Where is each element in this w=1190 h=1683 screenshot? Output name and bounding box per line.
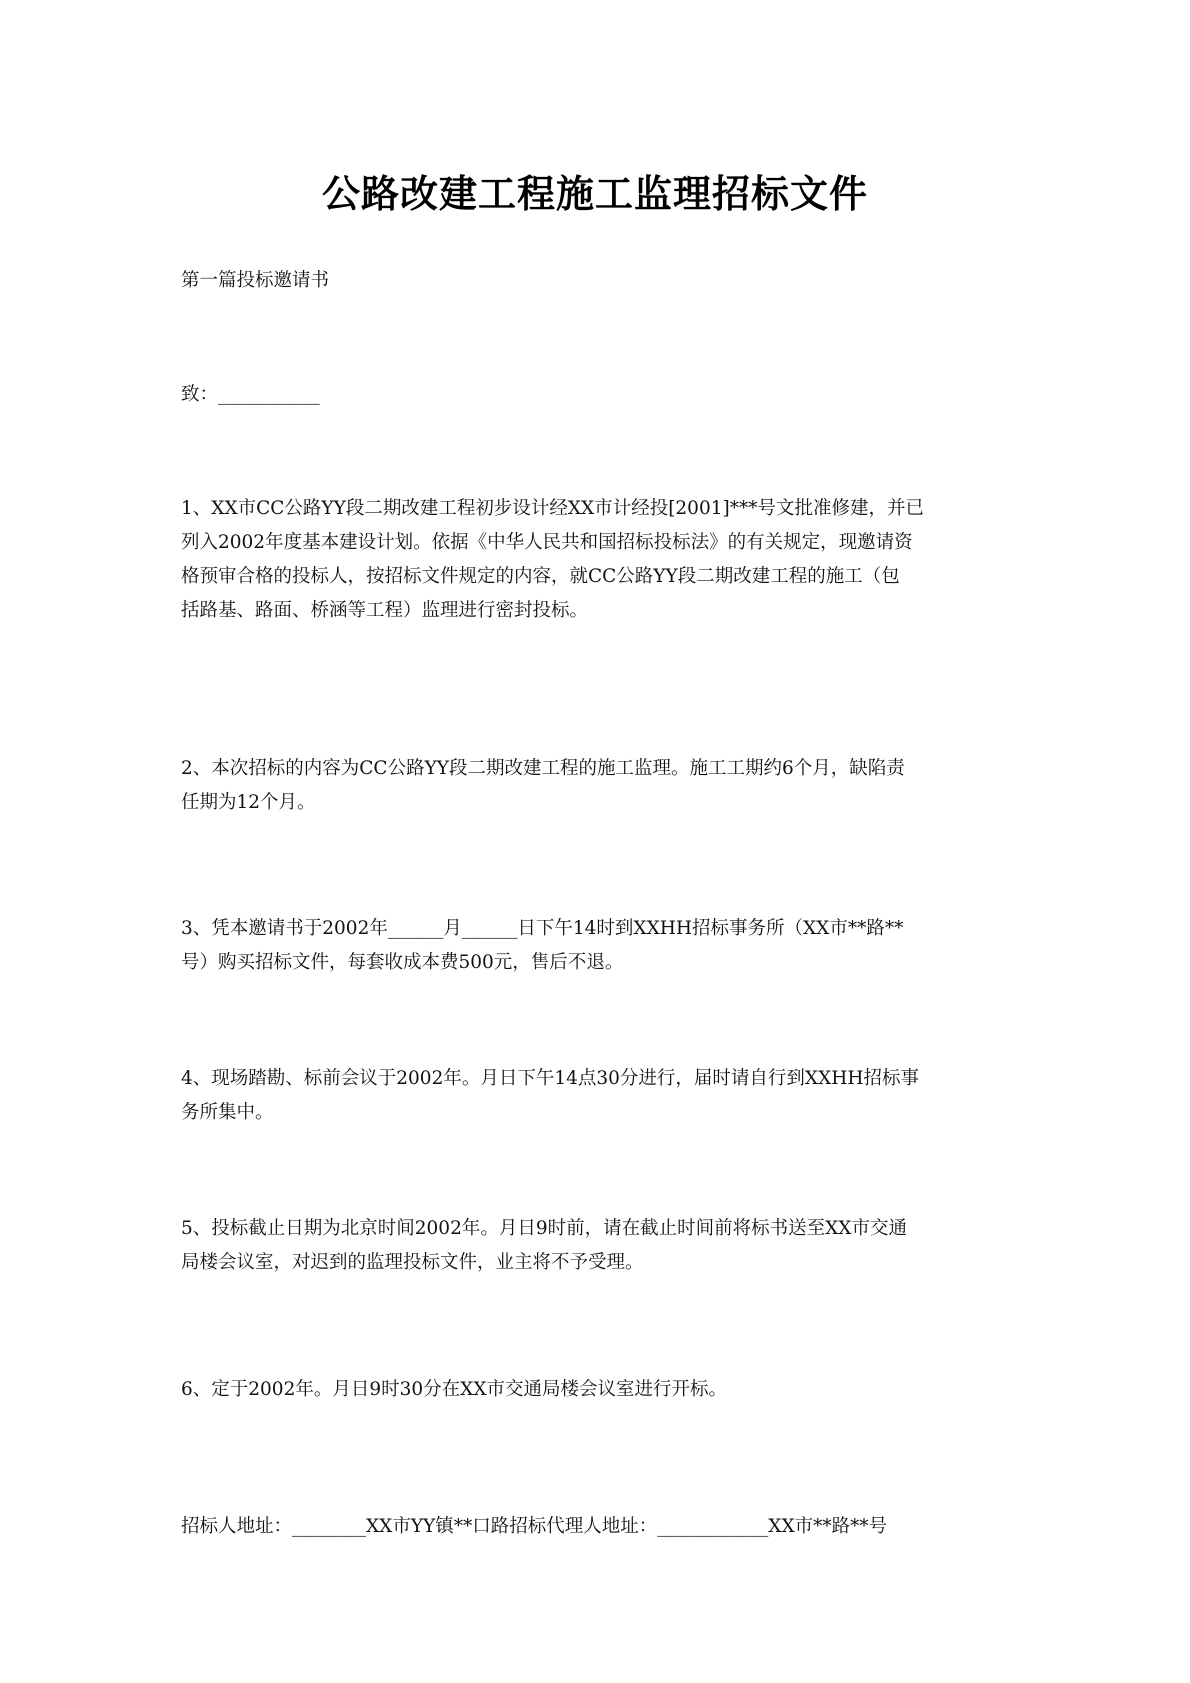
section-heading: 第一篇投标邀请书 (181, 270, 330, 291)
paragraph-line: 5、投标截止日期为北京时间2002年。月日9时前，请在截止时间前将标书送至XX市交通 (181, 1218, 907, 1239)
paragraph-line: 3、凭本邀请书于2002年______月______日下午14时到XXHH招标事务所（XX市**路** (181, 918, 904, 939)
paragraph-line: 4、现场踏勘、标前会议于2002年。月日下午14点30分进行，届时请自行到XXHH招标事 (181, 1068, 920, 1089)
paragraph-4 (181, 1062, 1021, 1130)
salutation: 致：___________ (181, 384, 320, 405)
paragraph-2 (181, 752, 1021, 820)
paragraph-line: 2、本次招标的内容为CC公路YY段二期改建工程的施工监理。施工工期约6个月，缺陷责 (181, 758, 905, 779)
paragraph-line: 务所集中。 (181, 1102, 274, 1123)
paragraph-5 (181, 1212, 1021, 1280)
paragraph-line: 局楼会议室，对迟到的监理投标文件，业主将不予受理。 (181, 1252, 644, 1273)
paragraph-3 (181, 912, 1021, 980)
paragraph-line: 6、定于2002年。月日9时30分在XX市交通局楼会议室进行开标。 (181, 1379, 728, 1400)
paragraph-line: 列入2002年度基本建设计划。依据《中华人民共和国招标投标法》的有关规定，现邀请资 (181, 532, 913, 553)
paragraph-line: 格预审合格的投标人，按招标文件规定的内容，就CC公路YY段二期改建工程的施工（包 (181, 566, 900, 587)
document-title: 公路改建工程施工监理招标文件 (321, 171, 868, 216)
address-line: 招标人地址：________XX市YY镇**口路招标代理人地址：____________XX市**路**号 (181, 1516, 888, 1537)
paragraph-line: 号）购买招标文件，每套收成本费500元，售后不退。 (181, 952, 624, 973)
paragraph-6 (181, 1373, 1021, 1407)
paragraph-line: 任期为12个月。 (181, 792, 316, 813)
paragraph-line: 括路基、路面、桥涵等工程）监理进行密封投标。 (181, 600, 589, 621)
paragraph-1 (181, 492, 1021, 628)
paragraph-line: 1、XX市CC公路YY段二期改建工程初步设计经XX市计经投[2001]***号文批准修建，并已 (181, 498, 924, 519)
